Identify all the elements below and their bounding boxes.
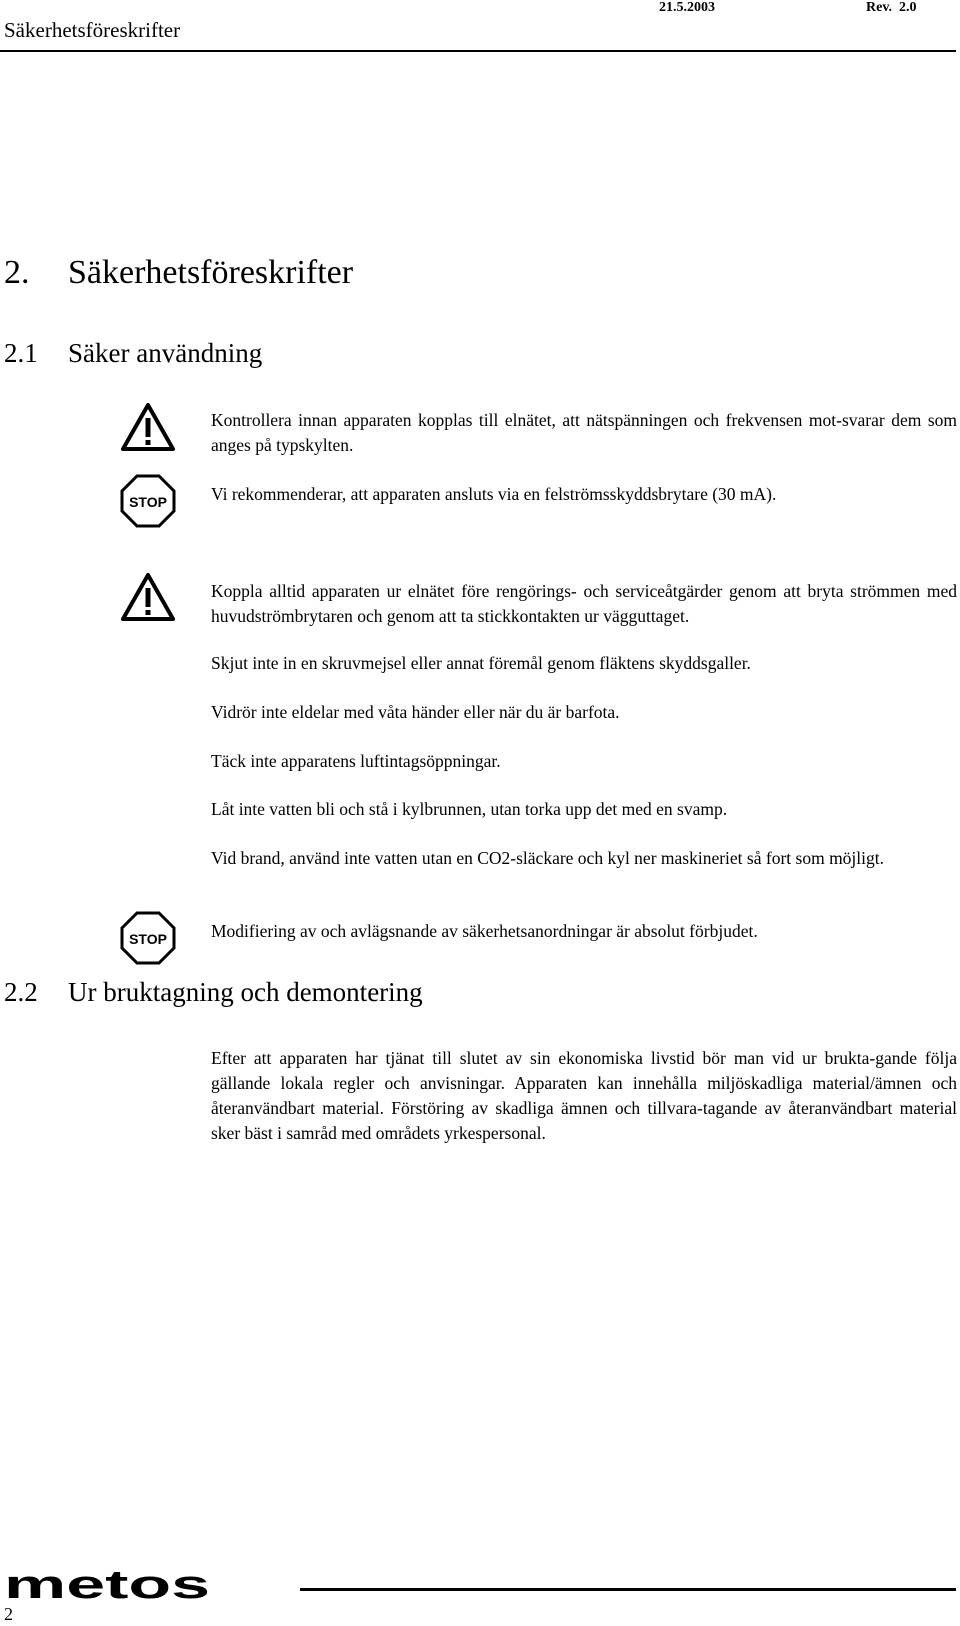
header-revision: Rev. 2.0 [866, 0, 917, 15]
header-date: 21.5.2003 [659, 0, 715, 15]
safety-paragraph: Täck inte apparatens luftintagsöppningar. [211, 751, 501, 771]
safety-paragraph: Vi rekommenderar, att apparaten ansluts via en felströmsskyddsbrytare (30 mA). [211, 484, 777, 504]
section-number: 2.2 [4, 977, 38, 1007]
section-heading-2-1 [4, 338, 262, 369]
safety-paragraph: Skjut inte in en skruvmejsel eller annat föremål genom fläktens skyddsgaller. [211, 653, 751, 673]
warning-triangle-icon [120, 572, 176, 622]
header-rule [0, 50, 956, 52]
stop-label: STOP [129, 494, 167, 510]
disposal-paragraph: Efter att apparaten har tjänat till slutet av sin ekonomiska livstid bör man vid ur brukta-gande följa gällande lokala regler och anvisningar. Apparaten kan innehålla miljöskadliga material/ämnen och återanvändbart material. Förstöring av skadliga ämnen och tillvara-tagande av återanvändbart material sker bäst i samråd med områdets yrkespersonal. [211, 1048, 957, 1143]
safety-paragraph: Modifiering av och avlägsnande av säkerhetsanordningar är absolut förbjudet. [211, 921, 758, 941]
section-number: 2.1 [4, 338, 38, 368]
section-title: Säker användning [68, 338, 263, 368]
section-heading-2-2 [4, 977, 423, 1008]
section-title: Ur bruktagning och demontering [68, 977, 423, 1007]
safety-paragraph: Kontrollera innan apparaten kopplas till elnätet, att nätspänningen och frekvensen mot-svarar dem som anges på typskylten. [211, 410, 957, 455]
safety-paragraph: Låt inte vatten bli och stå i kylbrunnen, utan torka upp det med en svamp. [211, 799, 728, 819]
metos-logo [4, 1568, 216, 1604]
chapter-title: Säkerhetsföreskrifter [68, 254, 354, 291]
page-number: 2 [4, 1604, 13, 1624]
stop-sign-icon [120, 474, 176, 528]
stop-sign-icon [120, 911, 176, 965]
safety-paragraph: Vidrör inte eldelar med våta händer eller när du är barfota. [211, 702, 620, 722]
brand-name: metos [4, 1568, 210, 1604]
chapter-heading [4, 254, 353, 292]
warning-triangle-icon [120, 402, 176, 452]
stop-label: STOP [129, 931, 167, 947]
safety-paragraph: Koppla alltid apparaten ur elnätet före rengörings- och serviceåtgärder genom att bryta strömmen med huvudströmbrytaren och genom att ta stickkontakten ur vägguttaget. [211, 581, 957, 626]
safety-paragraph: Vid brand, använd inte vatten utan en CO2-släckare och kyl ner maskineriet så fort som möjligt. [211, 848, 884, 868]
footer-rule [300, 1588, 956, 1591]
chapter-number: 2. [4, 254, 30, 291]
header-title: Säkerhetsföreskrifter [4, 18, 181, 42]
